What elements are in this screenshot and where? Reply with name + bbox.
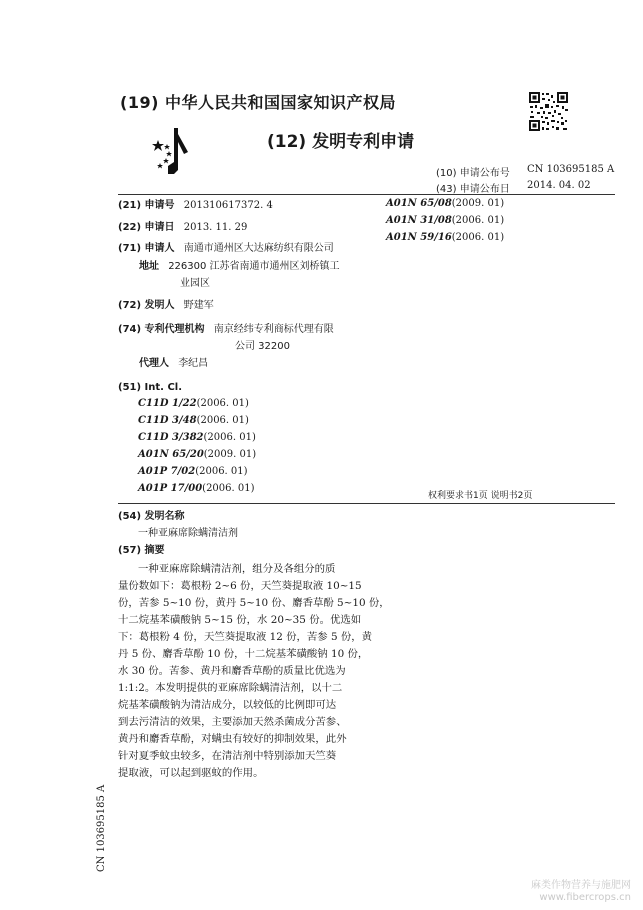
ipc-code: A01P 17/00 — [138, 483, 203, 494]
address-line-1: 226300 江苏省南通市通州区刘桥镇工 — [168, 261, 340, 272]
ipc-version: (2006. 01) — [196, 415, 249, 426]
address-label: 地址 — [139, 261, 159, 272]
abstract-line: 到去污清洁的效果，主要添加天然杀菌成分苦参、 — [118, 716, 347, 728]
abstract-line: 1:1:2。本发明提供的亚麻席除螨清洁剂，以十二 — [118, 682, 343, 694]
ipc-left-item — [138, 398, 249, 409]
ipc-version: (2009. 01) — [203, 449, 257, 460]
agency-row — [118, 322, 334, 337]
ipc-code: A01N 59/16 — [386, 232, 452, 243]
pages-info: 权利要求书1页 说明书2页 — [428, 491, 533, 501]
agent-label: 代理人 — [139, 358, 169, 369]
watermark-line-2: www.fibercrops.cn — [539, 892, 631, 903]
agent-row — [139, 356, 208, 371]
agency-line-2: 公司 32200 — [235, 341, 290, 352]
agent-value: 李纪昌 — [178, 358, 209, 369]
invention-title-label: (54) 发明名称 — [118, 511, 185, 522]
applicant-label: (71) 申请人 — [118, 243, 175, 254]
ipc-version: (2006. 01) — [195, 466, 248, 477]
ipc-code: C11D 1/22 — [138, 398, 197, 409]
application-number-row — [118, 198, 273, 213]
header-divider — [118, 194, 615, 195]
ipc-code: A01N 31/08 — [386, 215, 452, 226]
application-number-value: 201310617372. 4 — [183, 200, 273, 211]
ipc-version: (2006. 01) — [451, 232, 505, 243]
application-date-row — [118, 220, 247, 235]
publication-number-label: (10) 申请公布号 — [436, 168, 510, 179]
applicant-value: 南通市通州区大达麻纺织有限公司 — [183, 243, 334, 254]
ipc-left-item — [138, 466, 248, 477]
biblio-divider — [118, 503, 615, 504]
abstract-line: 提取液，可以起到驱蚊的作用。 — [118, 767, 264, 779]
inventor-row — [118, 298, 214, 313]
abstract-line: 份，苦参 5~10 份，黄丹 5~10 份、麝香草酚 5~10 份， — [118, 597, 390, 609]
agency-line-1: 南京经纬专利商标代理有限 — [213, 324, 334, 335]
ipc-left-item — [138, 449, 256, 460]
abstract-line: 一种亚麻席除螨清洁剂，组分及各组分的质 — [138, 563, 336, 575]
ipc-code: A01N 65/20 — [138, 449, 204, 460]
watermark-line-1: 麻类作物营养与施肥网 — [531, 880, 631, 891]
address-row — [139, 259, 340, 274]
publication-date-value: 2014. 04. 02 — [527, 180, 591, 191]
ipc-code: A01P 7/02 — [138, 466, 196, 477]
abstract-line: 水 30 份。苦参、黄丹和麝香草酚的质量比优选为 — [118, 665, 346, 677]
ipc-left-item — [138, 483, 255, 494]
sipo-emblem-icon — [144, 126, 192, 176]
ipc-code: A01N 65/08 — [386, 198, 452, 209]
side-publication-number: CN 103695185 A — [96, 784, 107, 872]
ipc-version: (2006. 01) — [196, 398, 249, 409]
agency-label: (74) 专利代理机构 — [118, 324, 205, 335]
abstract-line: 十二烷基苯磺酸钠 5~15 份，水 20~35 份。优选如 — [118, 614, 362, 626]
abstract-line: 烷基苯磺酸钠为清洁成分，以较低的比例即可达 — [118, 699, 337, 711]
ipc-code: C11D 3/48 — [138, 415, 197, 426]
ipc-left-item — [138, 415, 249, 426]
ipc-left-item — [138, 432, 256, 443]
inventor-label: (72) 发明人 — [118, 300, 175, 311]
ipc-version: (2006. 01) — [451, 215, 505, 226]
applicant-row — [118, 241, 334, 256]
abstract-line: 丹 5 份、麝香草酚 10 份，十二烷基苯磺酸钠 10 份， — [118, 648, 369, 660]
address-line-2: 业园区 — [180, 278, 210, 289]
ipc-version: (2006. 01) — [203, 432, 256, 443]
office-name: (19) 中华人民共和国国家知识产权局 — [120, 93, 396, 112]
qr-code-icon — [528, 91, 569, 132]
publication-number-value: CN 103695185 A — [527, 164, 615, 175]
site-watermark — [531, 880, 631, 904]
publication-date-label: (43) 申请公布日 — [436, 184, 510, 195]
inventor-value: 野建军 — [183, 300, 214, 311]
application-number-label: (21) 申请号 — [118, 200, 175, 211]
application-date-value: 2013. 11. 29 — [183, 222, 248, 233]
int-cl-label: (51) Int. Cl. — [118, 382, 183, 393]
abstract-line: 黄丹和麝香草酚，对螨虫有较好的抑制效果，此外 — [118, 733, 347, 745]
abstract-line: 针对夏季蚊虫较多，在清洁剂中特别添加天竺葵 — [118, 750, 337, 762]
ipc-version: (2009. 01) — [451, 198, 505, 209]
document-type-title: (12) 发明专利申请 — [267, 132, 415, 152]
abstract-line: 下：葛根粉 4 份，天竺葵提取液 12 份，苦参 5 份，黄 — [118, 631, 373, 643]
abstract-line: 量份数如下：葛根粉 2~6 份，天竺葵提取液 10~15 — [118, 580, 362, 592]
ipc-code: C11D 3/382 — [138, 432, 204, 443]
ipc-right-item — [386, 198, 504, 209]
application-date-label: (22) 申请日 — [118, 222, 175, 233]
abstract-label: (57) 摘要 — [118, 545, 165, 556]
ipc-right-item — [386, 215, 504, 226]
ipc-version: (2006. 01) — [202, 483, 255, 494]
invention-title: 一种亚麻席除螨清洁剂 — [138, 528, 238, 539]
ipc-right-item — [386, 232, 504, 243]
